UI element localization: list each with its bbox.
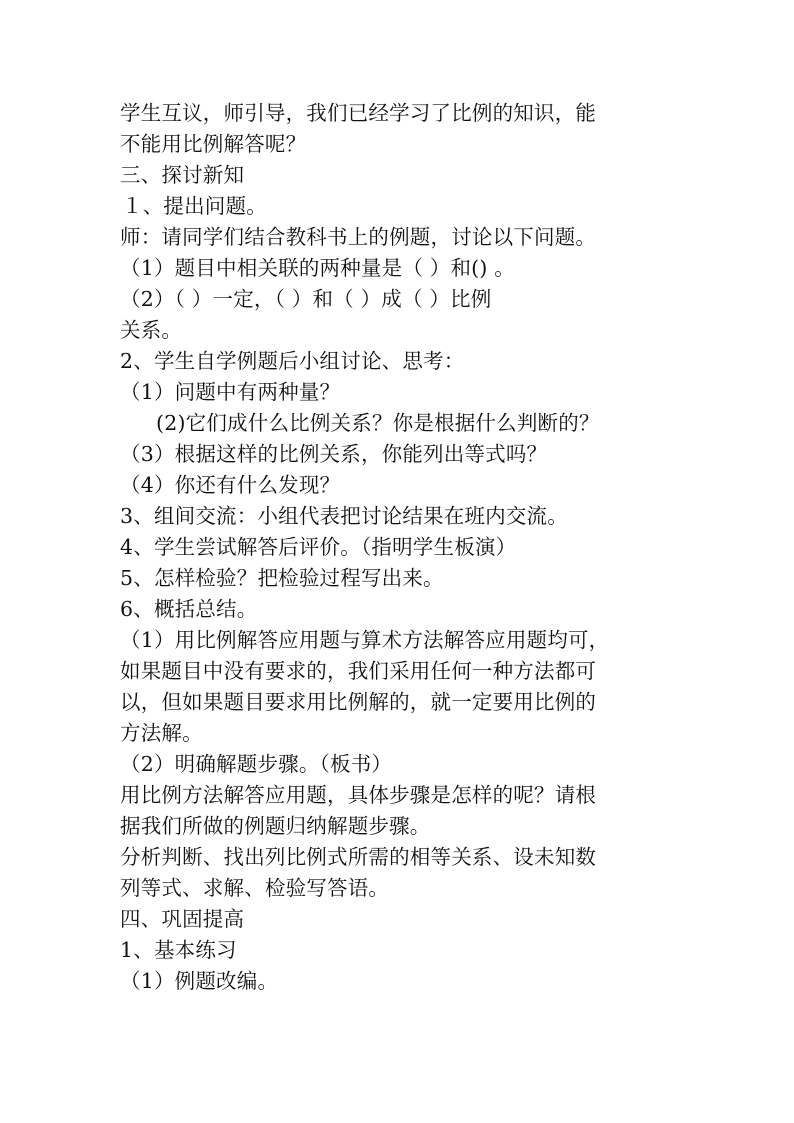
paragraph-line: （1）用比例解答应用题与算术方法解答应用题均可， <box>120 628 610 652</box>
question-item: (2)它们成什么比例关系？你是根据什么判断的？ <box>156 411 600 435</box>
question-item: （1）问题中有两种量？ <box>120 380 341 404</box>
subheading: 4、学生尝试解答后评价。（指明学生板演） <box>120 535 517 559</box>
subheading: 6、概括总结。 <box>120 597 258 621</box>
paragraph-line: 方法解。 <box>120 721 203 745</box>
subheading: 5、怎样检验？把检验过程写出来。 <box>120 566 444 590</box>
paragraph-line: （2）明确解题步骤。（板书） <box>120 752 393 776</box>
paragraph-line: 学生互议，师引导，我们已经学习了比例的知识，能 <box>120 101 597 125</box>
paragraph-line: 据我们所做的例题归纳解题步骤。 <box>120 814 431 838</box>
subheading: 1、基本练习 <box>120 938 237 962</box>
question-item: （3）根据这样的比例关系，你能列出等式吗？ <box>120 442 548 466</box>
question-item: （4）你还有什么发现？ <box>120 473 341 497</box>
paragraph-line: 如果题目中没有要求的，我们采用任何一种方法都可 <box>120 659 597 683</box>
paragraph-line: 用比例方法解答应用题，具体步骤是怎样的呢？请根 <box>120 783 597 807</box>
section-heading: 四、巩固提高 <box>120 907 245 931</box>
paragraph-line: 师：请同学们结合教科书上的例题，讨论以下问题。 <box>120 225 597 249</box>
subheading: 2、学生自学例题后小组讨论、思考： <box>120 349 465 373</box>
paragraph-line: 关系。 <box>120 318 183 342</box>
paragraph-line: 不能用比例解答呢？ <box>120 132 307 156</box>
paragraph-line: （1）例题改编。 <box>120 969 279 993</box>
question-item: （2）（ ）一定，（ ）和（ ）成（ ）比例 <box>120 287 492 311</box>
section-heading: 三、探讨新知 <box>120 163 245 187</box>
paragraph-line: 列等式、求解、检验写答语。 <box>120 876 390 900</box>
subheading: １、提出问题。 <box>122 194 267 218</box>
question-item: （1）题目中相关联的两种量是（ ）和() 。 <box>120 256 515 280</box>
paragraph-line: 以，但如果题目要求用比例解的，就一定要用比例的 <box>120 690 597 714</box>
subheading: 3、组间交流：小组代表把讨论结果在班内交流。 <box>120 504 568 528</box>
paragraph-line: 分析判断、找出列比例式所需的相等关系、设未知数 <box>120 845 597 869</box>
document-body <box>120 98 680 997</box>
